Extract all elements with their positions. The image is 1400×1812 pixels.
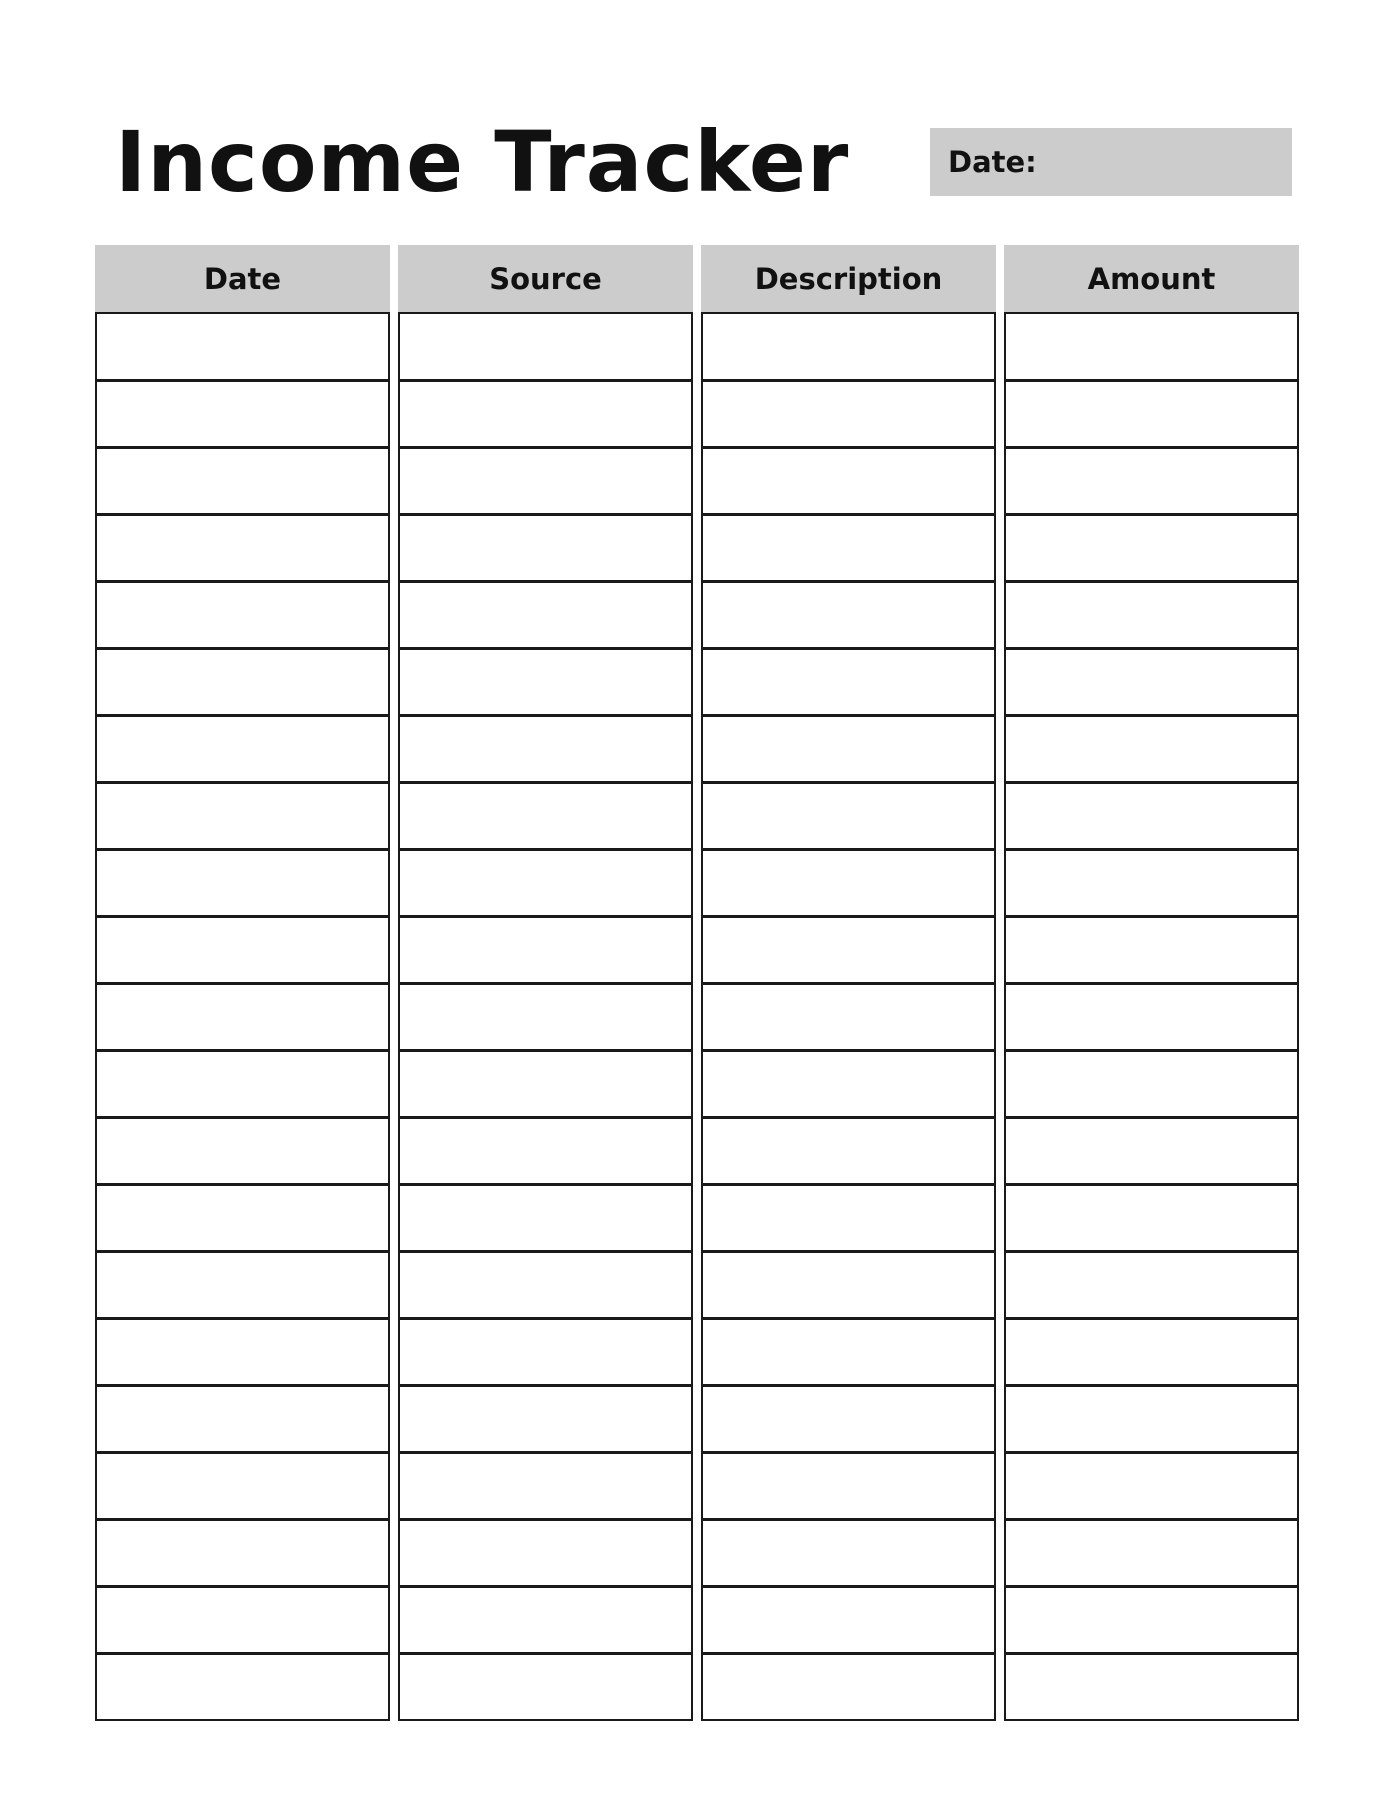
table-cell-amount[interactable] (1006, 915, 1297, 982)
table-cell-amount[interactable] (1006, 1317, 1297, 1384)
table-cell-amount[interactable] (1006, 446, 1297, 513)
table-cell-amount[interactable] (1006, 714, 1297, 781)
table-cell-amount[interactable] (1006, 1518, 1297, 1585)
table-cell-amount[interactable] (1006, 1585, 1297, 1652)
table-cell-amount[interactable] (1006, 1116, 1297, 1183)
table-cell-source[interactable] (400, 714, 691, 781)
table-cell-date[interactable] (97, 1384, 388, 1451)
table-cell-source[interactable] (400, 1384, 691, 1451)
column-description (701, 245, 996, 1721)
table-cell-description[interactable] (703, 1116, 994, 1183)
date-field[interactable] (930, 128, 1292, 196)
table-cell-date[interactable] (97, 1652, 388, 1719)
table-cell-amount[interactable] (1006, 1250, 1297, 1317)
table-cell-description[interactable] (703, 848, 994, 915)
table-cell-source[interactable] (400, 982, 691, 1049)
table-cell-description[interactable] (703, 1049, 994, 1116)
column-amount (1004, 245, 1299, 1721)
table-cell-amount[interactable] (1006, 1652, 1297, 1719)
column-header-date: Date (95, 245, 390, 312)
table-cell-description[interactable] (703, 513, 994, 580)
table-cell-source[interactable] (400, 1116, 691, 1183)
column-cells-amount (1004, 312, 1299, 1721)
table-cell-date[interactable] (97, 1317, 388, 1384)
table-cell-description[interactable] (703, 915, 994, 982)
table-cell-description[interactable] (703, 1384, 994, 1451)
table-cell-source[interactable] (400, 1317, 691, 1384)
table-cell-amount[interactable] (1006, 312, 1297, 379)
table-cell-description[interactable] (703, 1518, 994, 1585)
table-cell-description[interactable] (703, 580, 994, 647)
table-cell-source[interactable] (400, 513, 691, 580)
table-cell-date[interactable] (97, 714, 388, 781)
table-cell-source[interactable] (400, 312, 691, 379)
column-header-amount: Amount (1004, 245, 1299, 312)
page-title: Income Tracker (115, 113, 850, 211)
table-cell-date[interactable] (97, 1451, 388, 1518)
column-header-source: Source (398, 245, 693, 312)
table-cell-amount[interactable] (1006, 1049, 1297, 1116)
table-cell-source[interactable] (400, 1451, 691, 1518)
table-cell-date[interactable] (97, 580, 388, 647)
column-date (95, 245, 390, 1721)
table-cell-date[interactable] (97, 647, 388, 714)
table-cell-date[interactable] (97, 1518, 388, 1585)
table-cell-description[interactable] (703, 1250, 994, 1317)
table-cell-date[interactable] (97, 1049, 388, 1116)
table-cell-date[interactable] (97, 1183, 388, 1250)
table-cell-source[interactable] (400, 647, 691, 714)
table-cell-source[interactable] (400, 1518, 691, 1585)
column-cells-date (95, 312, 390, 1721)
table-cell-date[interactable] (97, 312, 388, 379)
table-cell-description[interactable] (703, 379, 994, 446)
table-cell-source[interactable] (400, 1183, 691, 1250)
table-cell-source[interactable] (400, 1250, 691, 1317)
table-cell-source[interactable] (400, 1049, 691, 1116)
table-cell-description[interactable] (703, 982, 994, 1049)
table-cell-source[interactable] (400, 1652, 691, 1719)
table-cell-amount[interactable] (1006, 379, 1297, 446)
table-cell-description[interactable] (703, 781, 994, 848)
table-cell-amount[interactable] (1006, 848, 1297, 915)
table-cell-amount[interactable] (1006, 1451, 1297, 1518)
table-cell-source[interactable] (400, 446, 691, 513)
table-cell-amount[interactable] (1006, 580, 1297, 647)
table-cell-source[interactable] (400, 781, 691, 848)
table-cell-description[interactable] (703, 1585, 994, 1652)
table-cell-amount[interactable] (1006, 647, 1297, 714)
table-cell-date[interactable] (97, 915, 388, 982)
table-cell-date[interactable] (97, 379, 388, 446)
table-cell-date[interactable] (97, 848, 388, 915)
table-cell-description[interactable] (703, 714, 994, 781)
date-label: Date: (948, 145, 1037, 179)
table-cell-source[interactable] (400, 915, 691, 982)
column-header-description: Description (701, 245, 996, 312)
table-cell-description[interactable] (703, 1451, 994, 1518)
table-cell-source[interactable] (400, 1585, 691, 1652)
table-cell-description[interactable] (703, 1652, 994, 1719)
table-cell-amount[interactable] (1006, 1384, 1297, 1451)
table-cell-description[interactable] (703, 1317, 994, 1384)
column-cells-source (398, 312, 693, 1721)
table-cell-source[interactable] (400, 848, 691, 915)
column-source (398, 245, 693, 1721)
table-cell-date[interactable] (97, 1116, 388, 1183)
table-cell-source[interactable] (400, 379, 691, 446)
table-cell-amount[interactable] (1006, 1183, 1297, 1250)
table-cell-description[interactable] (703, 312, 994, 379)
table-cell-amount[interactable] (1006, 982, 1297, 1049)
table-cell-date[interactable] (97, 781, 388, 848)
table-cell-description[interactable] (703, 647, 994, 714)
table-cell-date[interactable] (97, 1585, 388, 1652)
table-cell-date[interactable] (97, 982, 388, 1049)
column-cells-description (701, 312, 996, 1721)
table-cell-amount[interactable] (1006, 513, 1297, 580)
table-cell-description[interactable] (703, 446, 994, 513)
table-cell-date[interactable] (97, 1250, 388, 1317)
table-cell-description[interactable] (703, 1183, 994, 1250)
table-cell-source[interactable] (400, 580, 691, 647)
table-cell-date[interactable] (97, 513, 388, 580)
income-table (95, 245, 1299, 1721)
table-cell-amount[interactable] (1006, 781, 1297, 848)
table-cell-date[interactable] (97, 446, 388, 513)
